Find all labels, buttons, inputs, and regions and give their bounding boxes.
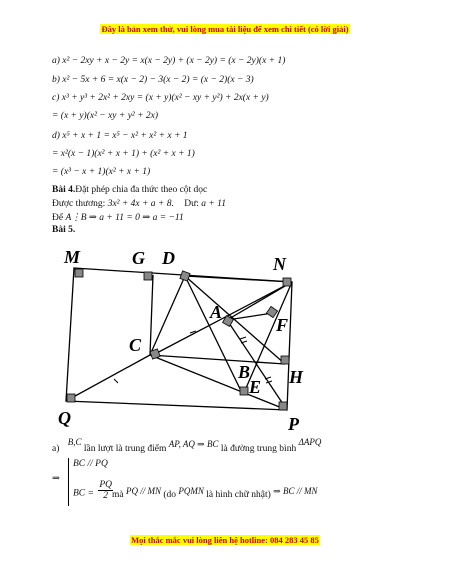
bai5-heading: Bài 5.: [52, 225, 76, 235]
segment-de: [185, 276, 243, 395]
system-brace: [68, 458, 69, 506]
fraction-denominator: 2: [103, 491, 109, 501]
segment-dc: [150, 276, 185, 355]
segment-cn: [153, 282, 292, 355]
part-d-line3: = (x³ − x + 1)(x² + x + 1): [52, 167, 151, 177]
segment-qc: [66, 355, 150, 401]
part-d-line1: d) x⁵ + x + 1 = x⁵ − x² + x² + x + 1: [52, 131, 188, 141]
segment-gc: [150, 275, 153, 355]
system-line1: BC // PQ: [73, 459, 108, 469]
implies-symbol: ⇒: [52, 474, 60, 484]
conclusion: mà PQ // MN (do PQMN là hình chữ nhật) ⇒ BC // MN: [112, 486, 318, 500]
part-a: a) x² − 2xy + x − 2y = x(x − 2y) + (x − 2y) = (x − 2y)(x + 1): [52, 56, 286, 66]
label-g: G: [132, 248, 145, 268]
bai4-condition: Để A⋮B ⇒ a + 11 = 0 ⇒ a = −11: [52, 213, 184, 223]
bai4-heading: Bài 4.Đặt phép chia đa thức theo cột dọc: [52, 185, 208, 195]
label-m: M: [64, 247, 81, 267]
label-c: C: [129, 335, 142, 355]
part-b: b) x² − 5x + 6 = x(x − 2) − 3(x − 2) = (x − 2)(x − 3): [52, 75, 254, 85]
label-d: D: [162, 248, 175, 268]
label-n: N: [273, 254, 286, 274]
solution-a-line1: a) B,C lần lượt là trung điểm AP, AQ ⇒ BC là đường trung bình ΔAPQ: [52, 437, 322, 454]
preview-banner: Đây là bản xem thử, vui lòng mua tài liệu để xem chi tiết (có lời giải): [101, 24, 349, 34]
fraction-numerator: PQ: [99, 480, 112, 490]
part-c-line1: c) x³ + y³ + 2x² + 2xy = (x + y)(x² − xy + y²) + 2x(x + y): [52, 93, 269, 103]
segment-dh: [185, 276, 285, 364]
label-q: Q: [58, 408, 71, 428]
label-h: H: [289, 367, 304, 387]
label-b: B: [238, 362, 251, 382]
label-a: A: [210, 302, 223, 322]
label-p: P: [288, 414, 299, 434]
label-e: E: [249, 377, 262, 397]
system-line2: BC = $\frac{PQ}{2}$: [73, 480, 112, 501]
bai4-quotient: Được thương: 3x² + 4x + a + 8. Dư: a + 11: [52, 199, 226, 209]
part-c-line2: = (x + y)(x² − xy + y² + 2x): [52, 111, 159, 121]
part-d-line2: = x²(x − 1)(x² + x + 1) + (x² + x + 1): [52, 149, 195, 159]
segment-dn: [185, 276, 292, 282]
hotline-banner: Mọi thắc mắc vui lòng liên hệ hotline: 084 283 45 85: [131, 535, 319, 545]
label-f: F: [276, 315, 289, 335]
